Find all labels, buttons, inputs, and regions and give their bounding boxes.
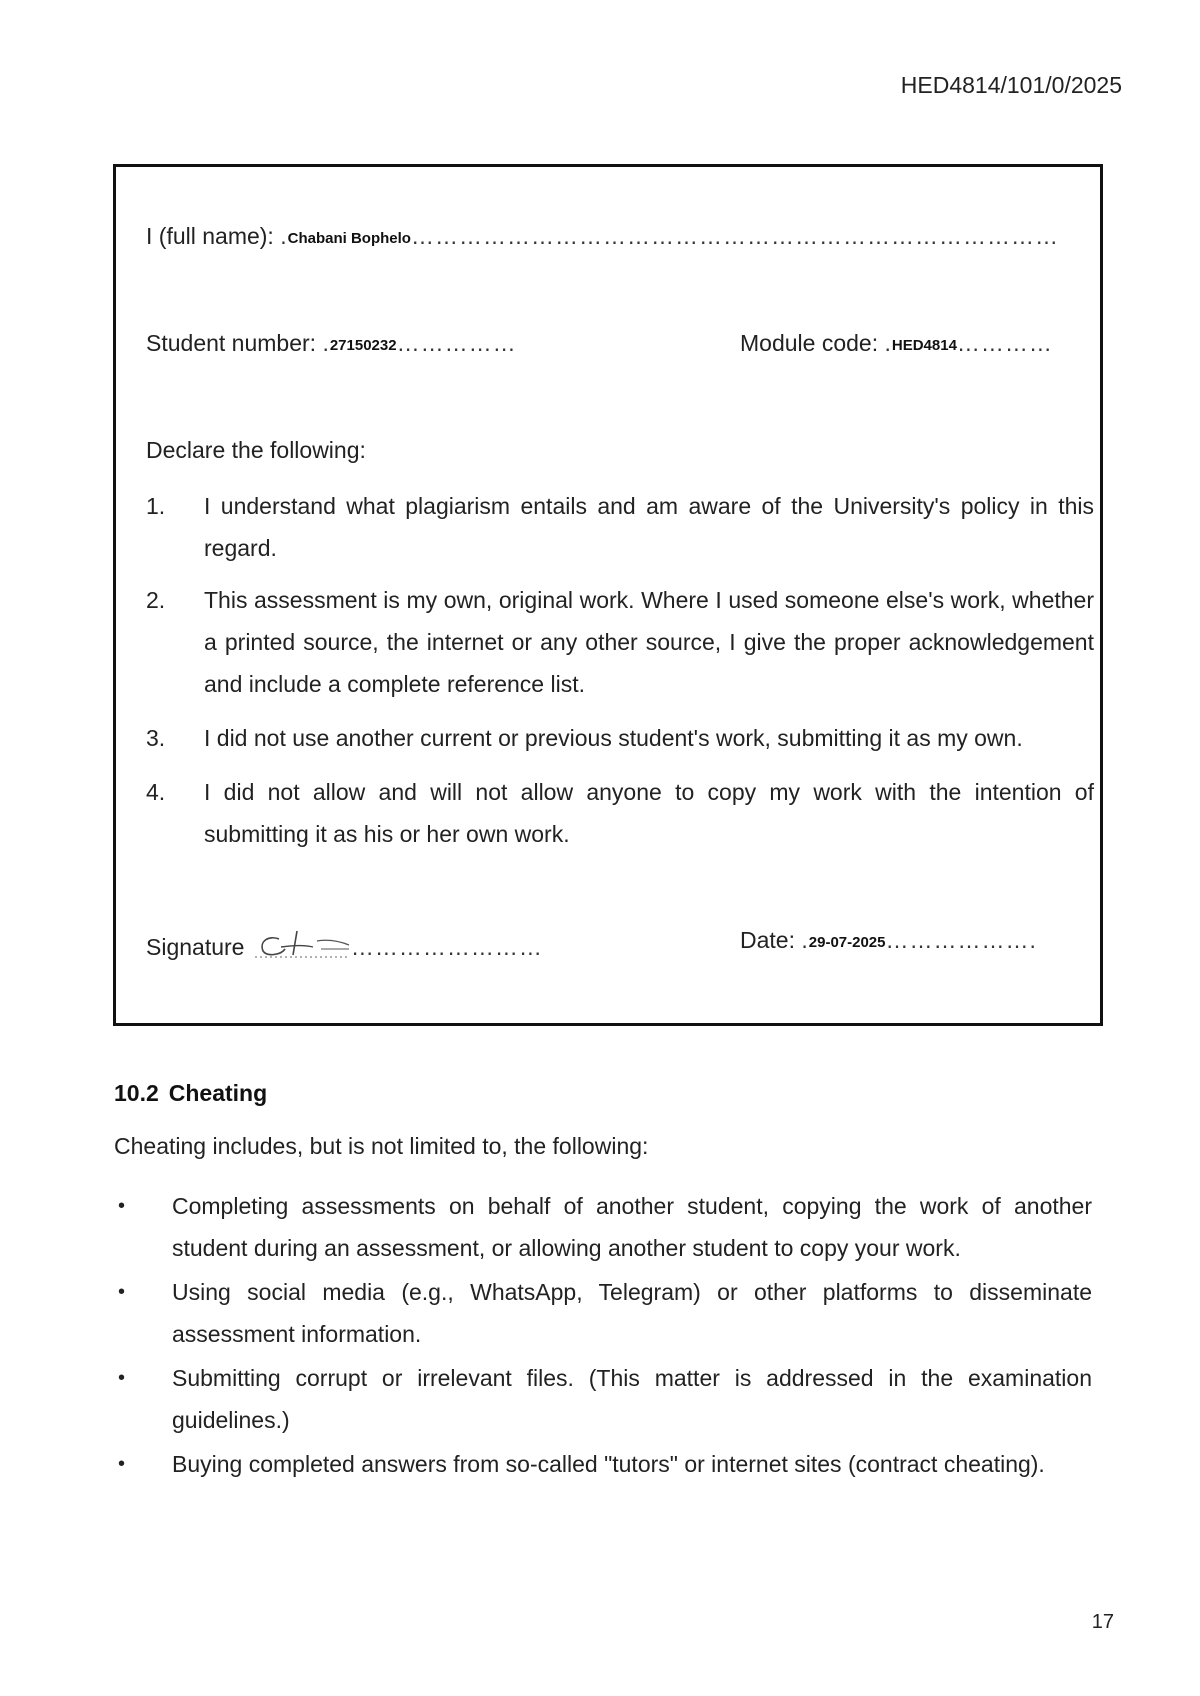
date-row: Date: .29-07-2025………………. xyxy=(740,927,1037,953)
section-heading xyxy=(114,1080,267,1107)
signature-row xyxy=(146,927,543,961)
signature-dots: …………………… xyxy=(350,934,543,960)
section-intro: Cheating includes, but is not limited to, the following: xyxy=(114,1133,649,1159)
signature-label: Signature xyxy=(146,934,245,960)
declaration-box xyxy=(113,164,1103,1026)
bullet-icon: • xyxy=(118,1453,126,1475)
full-name-row: I (full name): .Chabani Bophelo……………………………………………………………………… xyxy=(146,223,1059,249)
bullet-icon: • xyxy=(118,1195,126,1217)
section-title: Cheating xyxy=(168,1080,268,1106)
student-number-value: 27150232 xyxy=(329,337,397,354)
bullet-item xyxy=(114,1185,1092,1269)
item-number: 1. xyxy=(146,493,166,519)
item-number: 3. xyxy=(146,725,166,751)
student-number-row: Student number: .27150232…………… xyxy=(146,330,517,356)
bullet-item xyxy=(114,1357,1092,1441)
signature-image xyxy=(251,927,351,961)
student-number-label: Student number: xyxy=(146,330,317,356)
document-code: HED4814/101/0/2025 xyxy=(900,72,1122,98)
bullet-text: Submitting corrupt or irrelevant files. (This matter is addressed in the examination guidelines.) xyxy=(172,1365,1092,1433)
declare-label: Declare the following: xyxy=(146,437,366,463)
module-code-dots: ………… xyxy=(956,330,1053,356)
full-name-dots: ……………………………………………………………………… xyxy=(410,223,1059,249)
bullet-text: Buying completed answers from so-called "tutors" or internet sites (contract cheating). xyxy=(172,1451,1045,1477)
module-code-value: HED4814 xyxy=(891,337,957,354)
declaration-item xyxy=(146,771,1094,855)
module-code-label: Module code: xyxy=(740,330,879,356)
module-code-row: Module code: .HED4814………… xyxy=(740,330,1053,356)
item-text: I did not use another current or previous student's work, submitting it as my own. xyxy=(204,725,1023,751)
declaration-item xyxy=(146,579,1094,705)
item-text: I did not allow and will not allow anyone to copy my work with the intention of submitting it as his or her own work. xyxy=(204,779,1094,847)
bullet-item xyxy=(114,1271,1092,1355)
item-text: This assessment is my own, original work. Where I used someone else's work, whether a printed source, the internet or any other source, I give the proper acknowledgement and include a complete reference list. xyxy=(204,587,1094,697)
full-name-label: I (full name): xyxy=(146,223,274,249)
bullet-icon: • xyxy=(118,1367,126,1389)
bullet-icon: • xyxy=(118,1281,126,1303)
date-value: 29-07-2025 xyxy=(808,934,886,951)
bullet-text: Completing assessments on behalf of another student, copying the work of another student during an assessment, or allowing another student to copy your work. xyxy=(172,1193,1092,1261)
bullet-item xyxy=(114,1443,1092,1485)
declaration-item xyxy=(146,485,1094,569)
declaration-item xyxy=(146,717,1094,759)
full-name-value: Chabani Bophelo xyxy=(287,230,411,247)
section-number: 10.2 xyxy=(114,1080,159,1106)
date-label: Date: xyxy=(740,927,795,953)
date-dots: ………………. xyxy=(885,927,1037,953)
student-number-dots: …………… xyxy=(396,330,517,356)
item-text: I understand what plagiarism entails and am aware of the University's policy in this regard. xyxy=(204,493,1094,561)
page-number: 17 xyxy=(1091,1611,1114,1633)
item-number: 4. xyxy=(146,779,166,805)
bullet-text: Using social media (e.g., WhatsApp, Telegram) or other platforms to disseminate assessment information. xyxy=(172,1279,1092,1347)
item-number: 2. xyxy=(146,587,166,613)
